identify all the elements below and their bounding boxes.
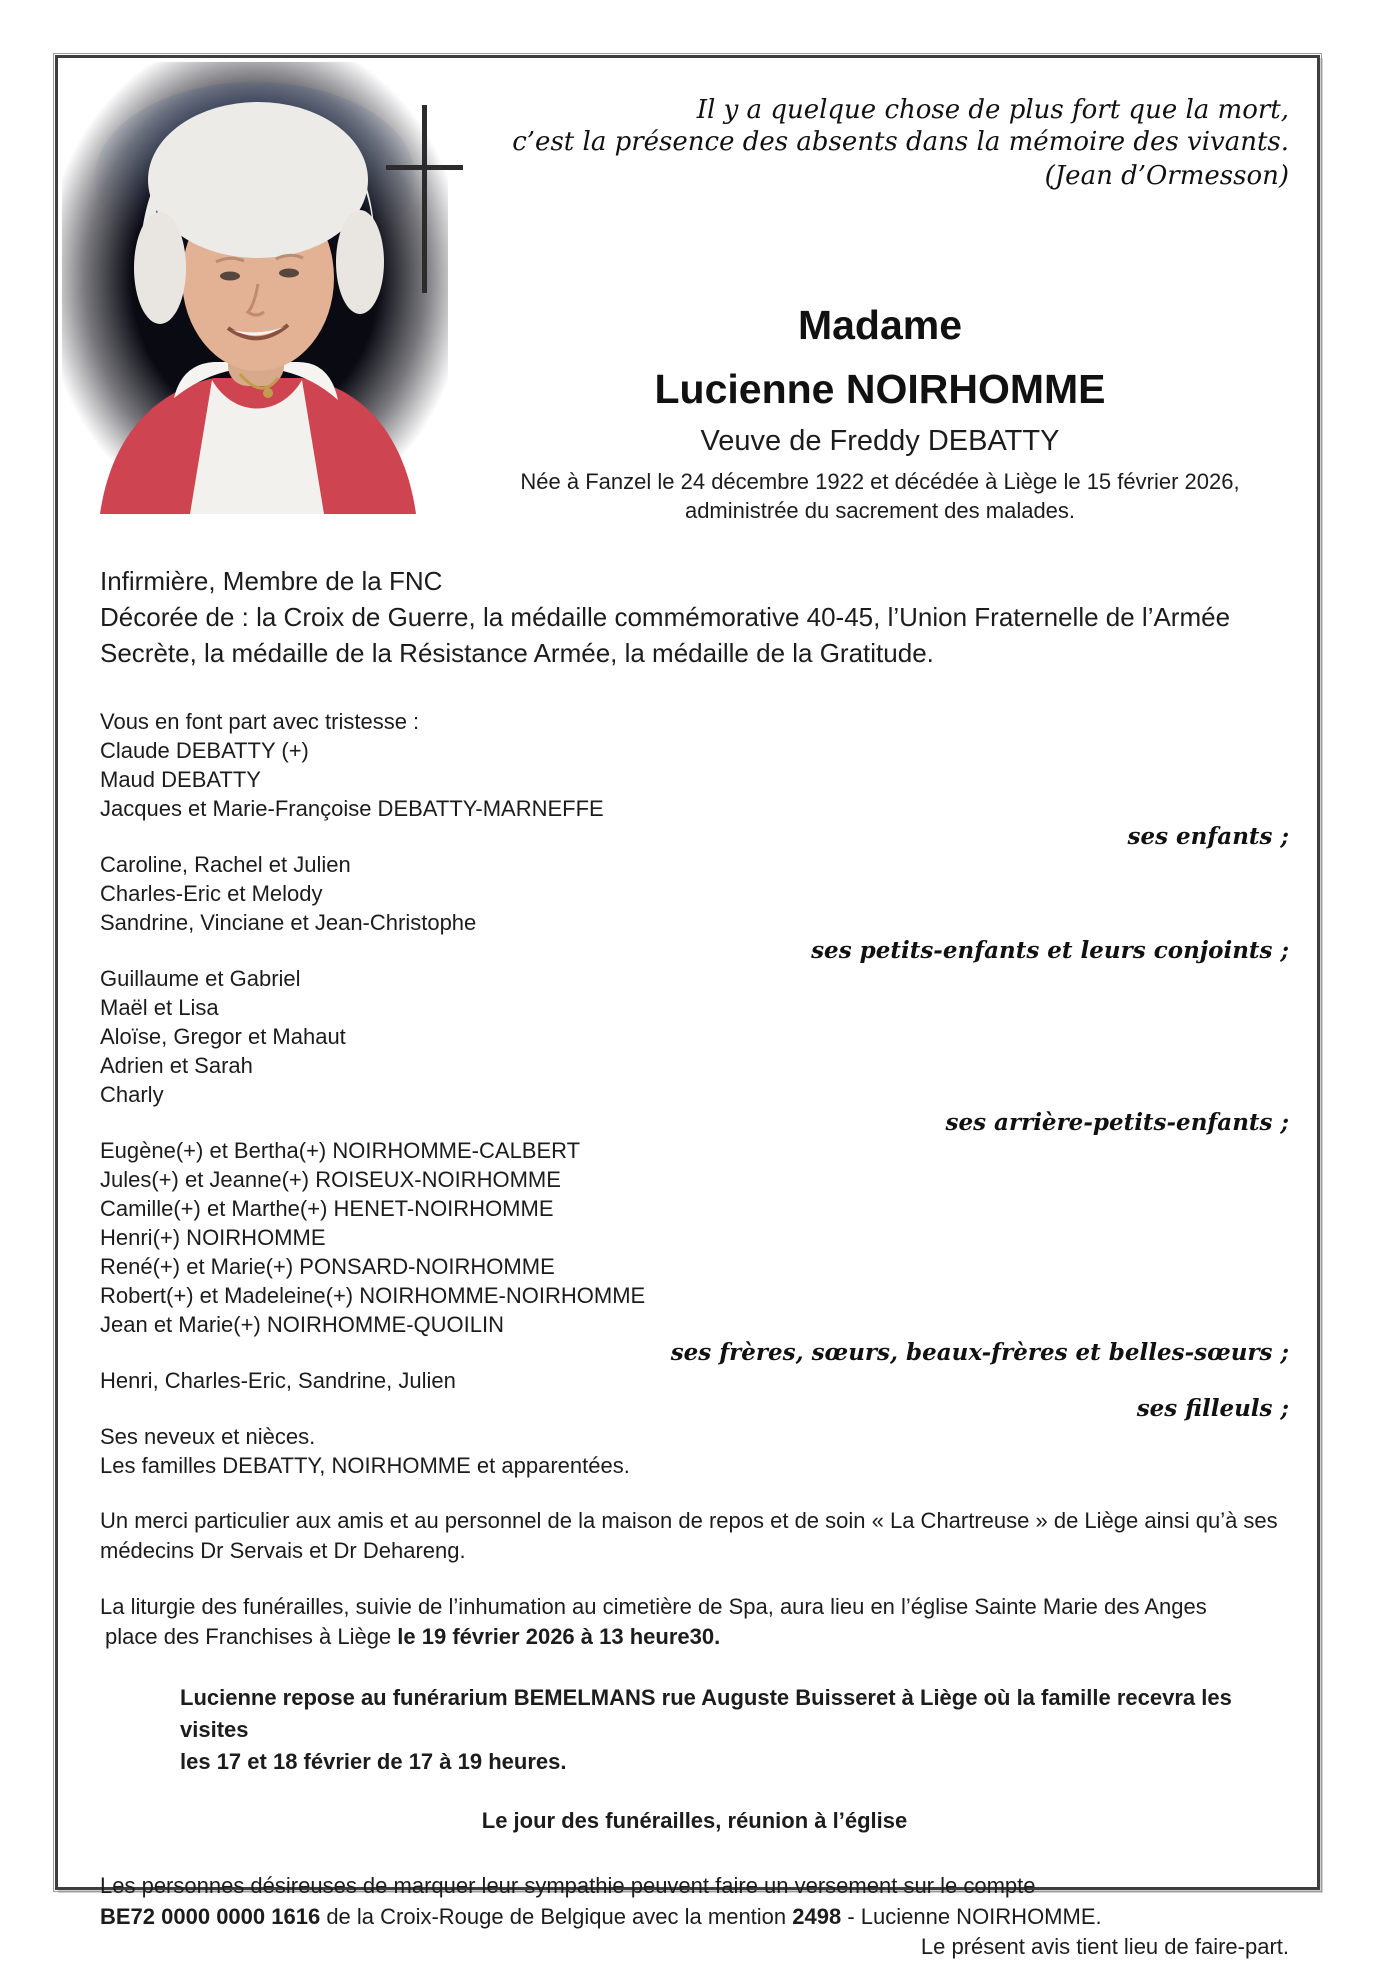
deceased-title-block <box>448 301 1312 525</box>
bank-account: BE72 0000 0000 1616 <box>100 1904 321 1929</box>
child-name: Maud DEBATTY <box>100 767 261 792</box>
announcement-intro: Vous en font part avec tristesse : <box>100 709 420 734</box>
reunion-line: Le jour des funérailles, réunion à l’église <box>481 1808 908 1833</box>
great-grandchild-name: Guillaume et Gabriel <box>100 966 301 991</box>
siblings-label: ses frères, sœurs, beaux-frères et belles-sœurs ; <box>670 1339 1289 1366</box>
sibling-name: Robert(+) et Madeleine(+) NOIRHOMME-NOIRHOMME <box>100 1283 646 1308</box>
visits-line-2: les 17 et 18 février de 17 à 19 heures. <box>180 1749 567 1774</box>
quote-attribution: (Jean d’Ormesson) <box>1044 161 1289 191</box>
deceased-name: Lucienne NOIRHOMME <box>654 366 1106 412</box>
funeral-line-2 <box>100 1622 1289 1652</box>
grandchildren-label: ses petits-enfants et leurs conjoints ; <box>811 937 1289 964</box>
notice-body <box>58 563 1317 1962</box>
donation-end: - Lucienne NOIRHOMME. <box>841 1904 1102 1929</box>
great-grandchild-name: Maël et Lisa <box>100 995 219 1020</box>
quote-line-1: Il y a quelque chose de plus fort que la mort, <box>696 95 1289 125</box>
title-madame: Madame <box>797 302 963 348</box>
great-grandchildren-label: ses arrière-petits-enfants ; <box>945 1109 1289 1136</box>
life-dates: Née à Fanzel le 24 décembre 1922 et décédée à Liège le 15 février 2026, <box>520 469 1240 494</box>
sibling-name: Eugène(+) et Bertha(+) NOIRHOMME-CALBERT <box>100 1138 581 1163</box>
funeral-place: place des Franchises à Liège <box>105 1624 398 1649</box>
memorial-quote <box>512 94 1289 192</box>
honors-line-2: Décorée de : la Croix de Guerre, la médaille commémorative 40-45, l’Union Fraternelle de l’Armée Secrète, la médaille de la Résistance Armée, la médaille de la Gratitude. <box>100 602 1231 668</box>
donation-paragraph <box>100 1870 1289 1932</box>
closing-line: Le présent avis tient lieu de faire-part. <box>920 1934 1289 1959</box>
sibling-name: René(+) et Marie(+) PONSARD-NOIRHOMME <box>100 1254 555 1279</box>
funeral-datetime: le 19 février 2026 à 13 heure30. <box>397 1624 721 1649</box>
child-name: Jacques et Marie-Françoise DEBATTY-MARNEFFE <box>100 796 604 821</box>
widow-of: Veuve de Freddy DEBATTY <box>700 425 1060 457</box>
donation-middle: de la Croix-Rouge de Belgique avec la mention <box>320 1904 793 1929</box>
grandchild-name: Caroline, Rachel et Julien <box>100 852 351 877</box>
donation-line-2 <box>100 1901 1289 1932</box>
notice-header <box>58 58 1317 563</box>
visits-paragraph <box>100 1682 1289 1778</box>
child-name: Claude DEBATTY (+) <box>100 738 309 763</box>
notice-sheet <box>55 55 1320 1959</box>
donation-reference: 2498 <box>792 1904 842 1929</box>
nephews-line: Ses neveux et nièces. <box>100 1424 316 1449</box>
honors-paragraph <box>100 563 1265 671</box>
grandchild-name: Sandrine, Vinciane et Jean-Christophe <box>100 910 477 935</box>
funeral-paragraph <box>100 1592 1289 1652</box>
visits-line-1: Lucienne repose au funérarium BEMELMANS rue Auguste Buisseret à Liège où la famille recevra les visites <box>180 1685 1232 1742</box>
children-label: ses enfants ; <box>1127 823 1289 850</box>
sacrament-note: administrée du sacrement des malades. <box>684 498 1076 523</box>
grandchild-name: Charles-Eric et Melody <box>100 881 323 906</box>
godchildren-names: Henri, Charles-Eric, Sandrine, Julien <box>100 1368 456 1393</box>
sibling-name: Camille(+) et Marthe(+) HENET-NOIRHOMME <box>100 1196 554 1221</box>
great-grandchild-name: Aloïse, Gregor et Mahaut <box>100 1024 346 1049</box>
cross-icon <box>383 103 468 298</box>
honors-line-1: Infirmière, Membre de la FNC <box>100 566 443 596</box>
funeral-line-1: La liturgie des funérailles, suivie de l’inhumation au cimetière de Spa, aura lieu en l’église Sainte Marie des Anges <box>100 1594 1207 1619</box>
quote-line-2: c’est la présence des absents dans la mémoire des vivants. <box>512 127 1289 157</box>
great-grandchild-name: Adrien et Sarah <box>100 1053 253 1078</box>
donation-line-1: Les personnes désireuses de marquer leur sympathie peuvent faire un versement sur le compte <box>100 1873 1036 1898</box>
godchildren-label: ses filleuls ; <box>1136 1395 1289 1422</box>
great-grandchild-name: Charly <box>100 1082 164 1107</box>
families-line: Les familles DEBATTY, NOIRHOMME et apparentées. <box>100 1453 630 1478</box>
sibling-name: Jules(+) et Jeanne(+) ROISEUX-NOIRHOMME <box>100 1167 561 1192</box>
sibling-name: Henri(+) NOIRHOMME <box>100 1225 326 1250</box>
sibling-name: Jean et Marie(+) NOIRHOMME-QUOILIN <box>100 1312 505 1337</box>
thanks-paragraph: Un merci particulier aux amis et au personnel de la maison de repos et de soin « La Chartreuse » de Liège ainsi qu’à ses médecins Dr Servais et Dr Dehareng. <box>100 1508 1278 1563</box>
